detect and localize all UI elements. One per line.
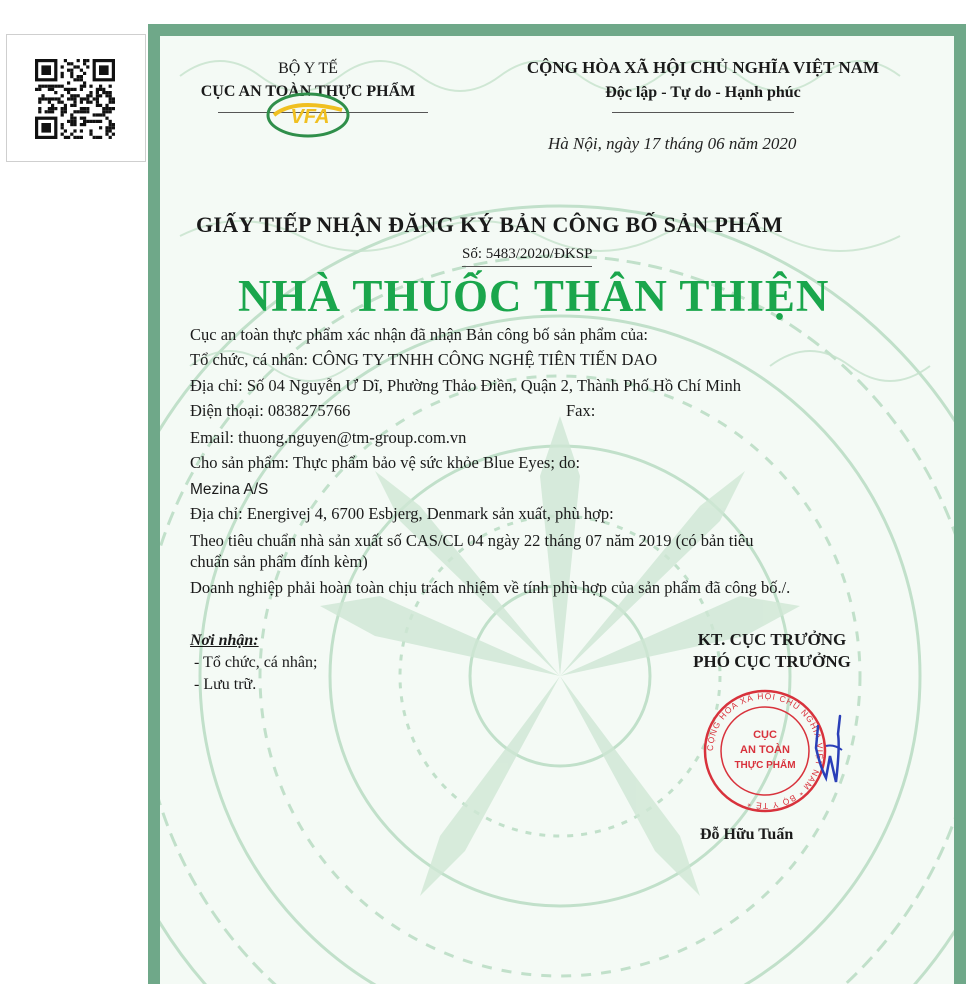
vfa-logo-text: VFA (290, 106, 330, 128)
issue-date: Hà Nội, ngày 17 tháng 06 năm 2020 (548, 134, 797, 153)
body-fax: Fax: (566, 401, 596, 420)
stamp-center-3: THỰC PHẨM (734, 760, 796, 771)
recipients-label: Nơi nhận: (190, 632, 259, 649)
body-intro: Cục an toàn thực phẩm xác nhận đã nhận Bản công bố sản phẩm của: (190, 325, 648, 344)
agency-name: CỤC AN TOÀN THỰC PHẨM (200, 83, 416, 100)
signer-name: Đỗ Hữu Tuấn (700, 826, 794, 843)
recipient-item: - Tổ chức, cá nhân; (194, 654, 318, 671)
body-phone: Điện thoại: 0838275766 (190, 401, 351, 420)
header-right-divider (612, 112, 794, 113)
stamp-center-2: AN TOÀN (740, 744, 790, 756)
number-underline (462, 266, 592, 267)
country-name: CỘNG HÒA XÃ HỘI CHỦ NGHĨA VIỆT NAM (526, 58, 880, 77)
body-manufacturer: Mezina A/S (190, 481, 269, 498)
body-product: Cho sản phẩm: Thực phẩm bảo vệ sức khỏe Blue Eyes; do: (190, 453, 581, 472)
vfa-logo (266, 92, 350, 138)
recipient-item: - Lưu trữ. (194, 676, 257, 693)
signature-title-1: KT. CỤC TRƯỞNG (697, 630, 847, 649)
body-standard-line-1: Theo tiêu chuẩn nhà sản xuất số CAS/CL 04 ngày 22 tháng 07 năm 2019 (có bản tiêu (190, 531, 754, 550)
body-responsibility: Doanh nghiệp phải hoàn toàn chịu trách nhiệm về tính phù hợp của sản phẩm đã công bố./. (190, 578, 791, 597)
body-manufacturer-address: Địa chỉ: Energivej 4, 6700 Esbjerg, Denmark sản xuất, phù hợp: (190, 504, 614, 523)
motto: Độc lập - Tự do - Hạnh phúc (605, 84, 801, 101)
signature-title-2: PHÓ CỤC TRƯỞNG (693, 652, 851, 671)
body-email: Email: thuong.nguyen@tm-group.com.vn (190, 428, 467, 447)
qr-code-icon (35, 59, 115, 139)
body-standard-line-2: chuẩn sản phẩm đính kèm) (190, 552, 368, 571)
pharmacy-overlay-text: NHÀ THUỐC THÂN THIỆN (238, 271, 830, 321)
body-address: Địa chỉ: Số 04 Nguyễn Ư Dĩ, Phường Thảo Điền, Quận 2, Thành Phố Hồ Chí Minh (190, 376, 741, 395)
ministry-name: BỘ Y TẾ (278, 60, 338, 77)
body-organization: Tổ chức, cá nhân: CÔNG TY TNHH CÔNG NGHỆ TIÊN TIẾN DAO (190, 350, 658, 369)
document-title: GIẤY TIẾP NHẬN ĐĂNG KÝ BẢN CÔNG BỐ SẢN PHẨM (196, 212, 783, 237)
document-number: Số: 5483/2020/ĐKSP (462, 246, 593, 262)
qr-code-panel (6, 34, 146, 162)
official-stamp (700, 686, 850, 816)
stamp-ring-text: CỘNG HÒA XÃ HỘI CHỦ NGHĨA VIỆT NAM * BỘ Y TẾ * (704, 690, 826, 812)
stamp-center-1: CỤC (753, 729, 777, 741)
